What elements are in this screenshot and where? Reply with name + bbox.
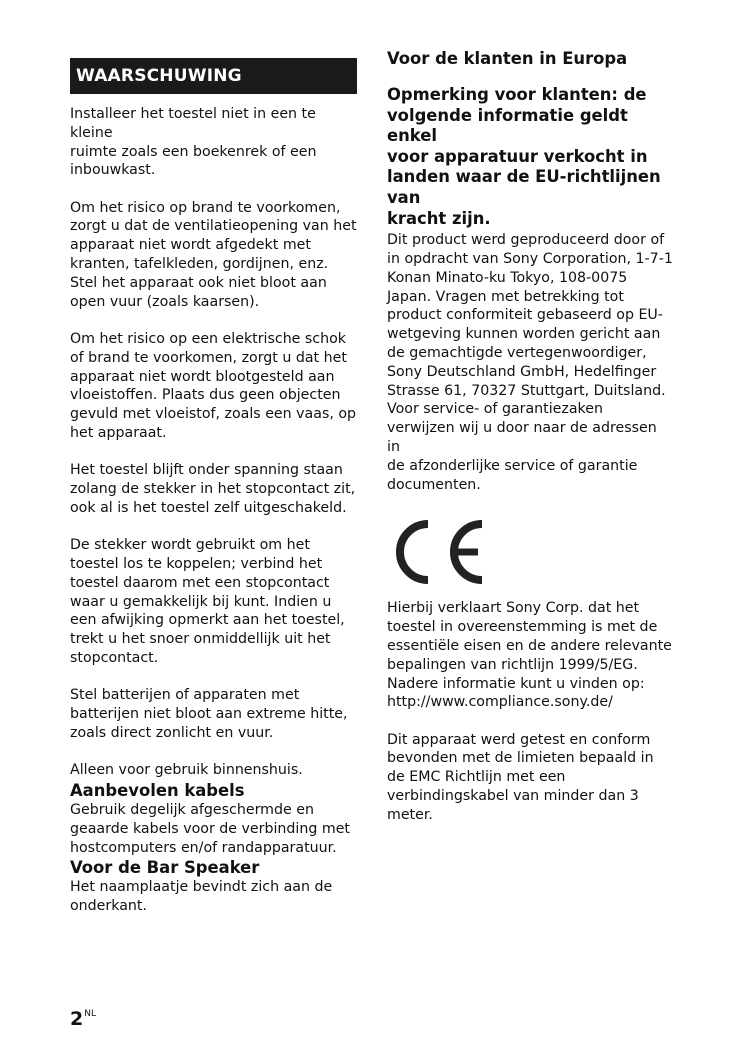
page-number [70,1002,96,1031]
left-column [70,58,357,916]
right-column [387,48,674,825]
page-number-value: 2 [70,1008,84,1030]
bar-speaker-heading: Voor de Bar Speaker [70,858,260,878]
warning-heading: WAARSCHUWING [70,58,357,94]
bar-speaker-text: Het naamplaatje bevindt zich aan de onderkant. [70,879,333,915]
cables-text: Gebruik degelijk afgeschermde en geaarde kabels voor de verbinding met hostcomputers en/of randapparatuur. [70,801,350,856]
paragraph-indoor: Alleen voor gebruik binnenshuis. [70,762,303,779]
europe-heading: Voor de klanten in Europa [387,49,628,68]
paragraph-fire-risk: Om het risico op brand te voorkomen, zorgt u dat de ventilatieopening van het apparaat niet wordt afgedekt met kranten, tafelkleden, gordijnen, enz. Stel het apparaat ook niet bloot aan open vuur (zoals kaarsen). [70,199,357,310]
paragraph-batteries: Stel batterijen of apparaten met batterijen niet bloot aan extreme hitte, zoals direct zonlicht en vuur. [70,687,348,741]
declaration-text: Hierbij verklaart Sony Corp. dat het toestel in overeenstemming is met de essentiële eisen en de andere relevante bepalingen van richtlijn 1999/5/EG. Nadere informatie kunt u vinden op: http://www.compliance.sony.de/ [387,600,672,711]
paragraph-plug: De stekker wordt gebruikt om het toestel los te koppelen; verbind het toestel daarom met een stopcontact waar u gemakkelijk bij kunt. Indien u een afwijking opmerkt aan het toestel, trekt u het snoer onmiddellijk uit het stopcontact. [70,537,345,666]
paragraph-installation: Installeer het toestel niet in een te kleine ruimte zoals een boekenrek of een inbouwkast. [70,106,317,179]
paragraph-voltage: Het toestel blijft onder spanning staan zolang de stekker in het stopcontact zit, ook al is het toestel zelf uitgeschakeld. [70,462,356,516]
note-heading: Opmerking voor klanten: de volgende informatie geldt enkel voor apparatuur verkocht in landen waar de EU-richtlijnen van kracht zijn. [387,85,661,228]
cables-heading: Aanbevolen kabels [70,780,245,800]
ce-mark-icon [392,516,674,588]
emc-text: Dit apparaat werd getest en conform bevonden met de limieten bepaald in de EMC Richtlijn met een verbindingskabel van minder dan 3 meter. [387,731,654,823]
producer-text: Dit product werd geproduceerd door of in opdracht van Sony Corporation, 1-7-1 Konan Minato-ku Tokyo, 108-0075 Japan. Vragen met betrekking tot product conformiteit gebaseerd op EU- wetgeving kunnen worden gericht aan de gemachtigde vertegenwoordiger, Sony Deutschland GmbH, Hedelfinger Strasse 61, 70327 Stuttgart, Duitsland. Voor service- of garantiezaken verwijzen wij u door naar de adressen in de afzonderlijke service of garantie documenten. [387,232,673,493]
paragraph-shock-risk: Om het risico op een elektrische schok of brand te voorkomen, zorgt u dat het apparaat niet wordt blootgesteld aan vloeistoffen. Plaats dus geen objecten gevuld met vloeistof, zoals een vaas, op het apparaat. [70,330,357,441]
page-language-suffix: NL [84,1009,96,1019]
